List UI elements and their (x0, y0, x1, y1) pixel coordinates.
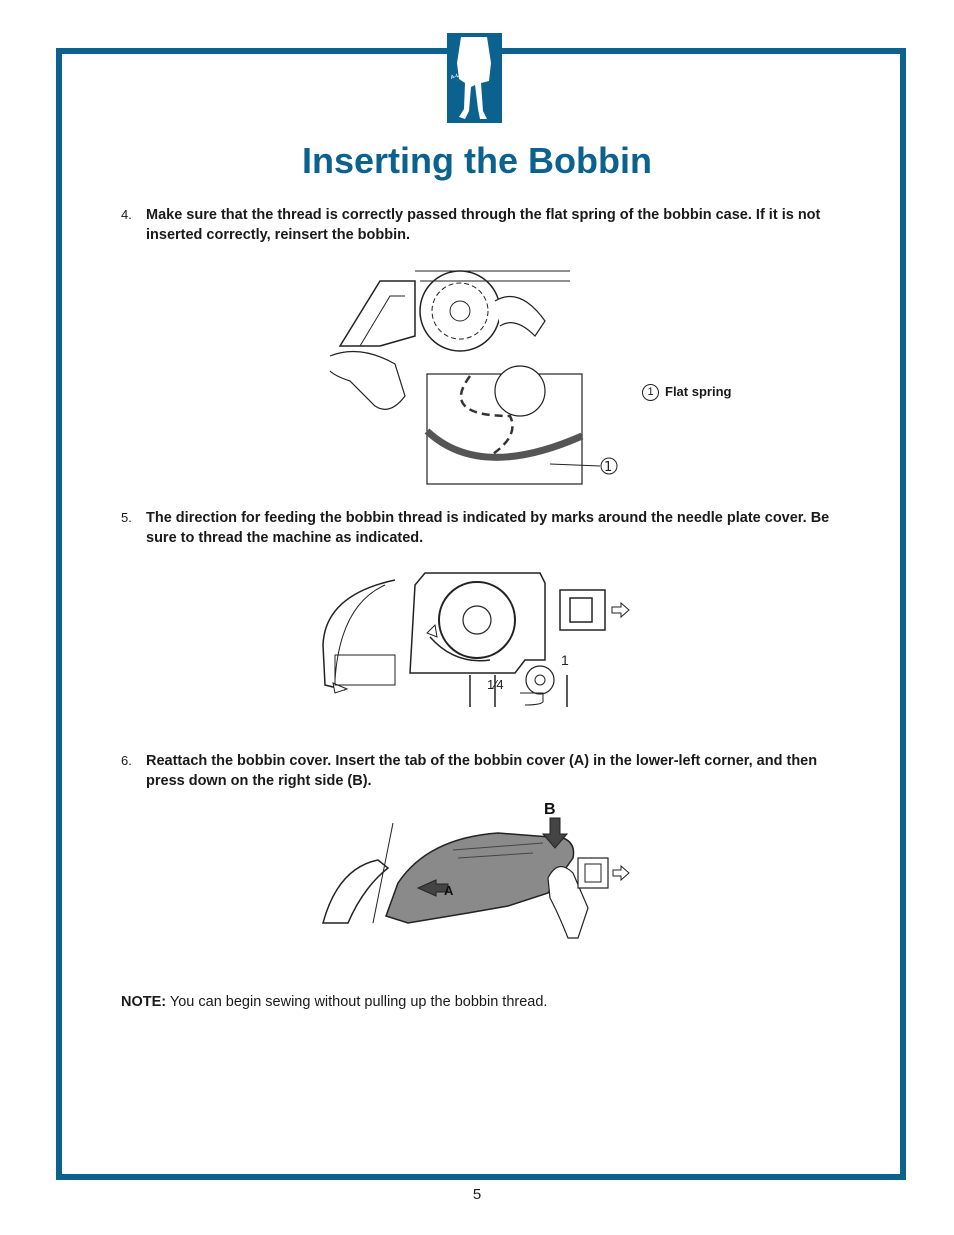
step-text: Reattach the bobbin cover. Insert the tab of the bobbin cover (A) in the lower-left corner, and then press down on the right side (B). (146, 753, 818, 789)
flat-spring-callout (642, 384, 731, 401)
callout-label: Flat spring (665, 384, 732, 399)
logo-text: A-LINE SERIES (450, 63, 489, 81)
step-number: 4. (121, 207, 132, 222)
step-text: The direction for feeding the bobbin thread is indicated by marks around the needle plate cover. Be sure to thread the machine as indicated. (146, 510, 830, 546)
note-text: You can begin sewing without pulling up the bobbin thread. (166, 994, 548, 1010)
bobbin-case-illustration (320, 266, 620, 486)
note (121, 994, 547, 1010)
page-number: 5 (472, 1186, 482, 1203)
bobbin-cover-illustration (318, 798, 638, 943)
thread-direction-illustration (315, 565, 645, 715)
fraction-label: 1⁄4 (487, 677, 504, 692)
figure1-marker: 1 (604, 460, 613, 475)
series-logo (447, 33, 502, 123)
callout-number: 1 (642, 384, 659, 401)
note-label: NOTE: (121, 994, 167, 1010)
page-title: Inserting the Bobbin (302, 140, 652, 181)
step-number: 6. (121, 753, 132, 768)
step-text: Make sure that the thread is correctly passed through the flat spring of the bobbin case. If it is not inserted correctly, reinsert the bobbin. (146, 207, 821, 243)
one-label: 1 (561, 652, 569, 668)
step-number: 5. (121, 510, 132, 525)
label-a: A (444, 883, 454, 898)
label-b: B (544, 801, 556, 818)
